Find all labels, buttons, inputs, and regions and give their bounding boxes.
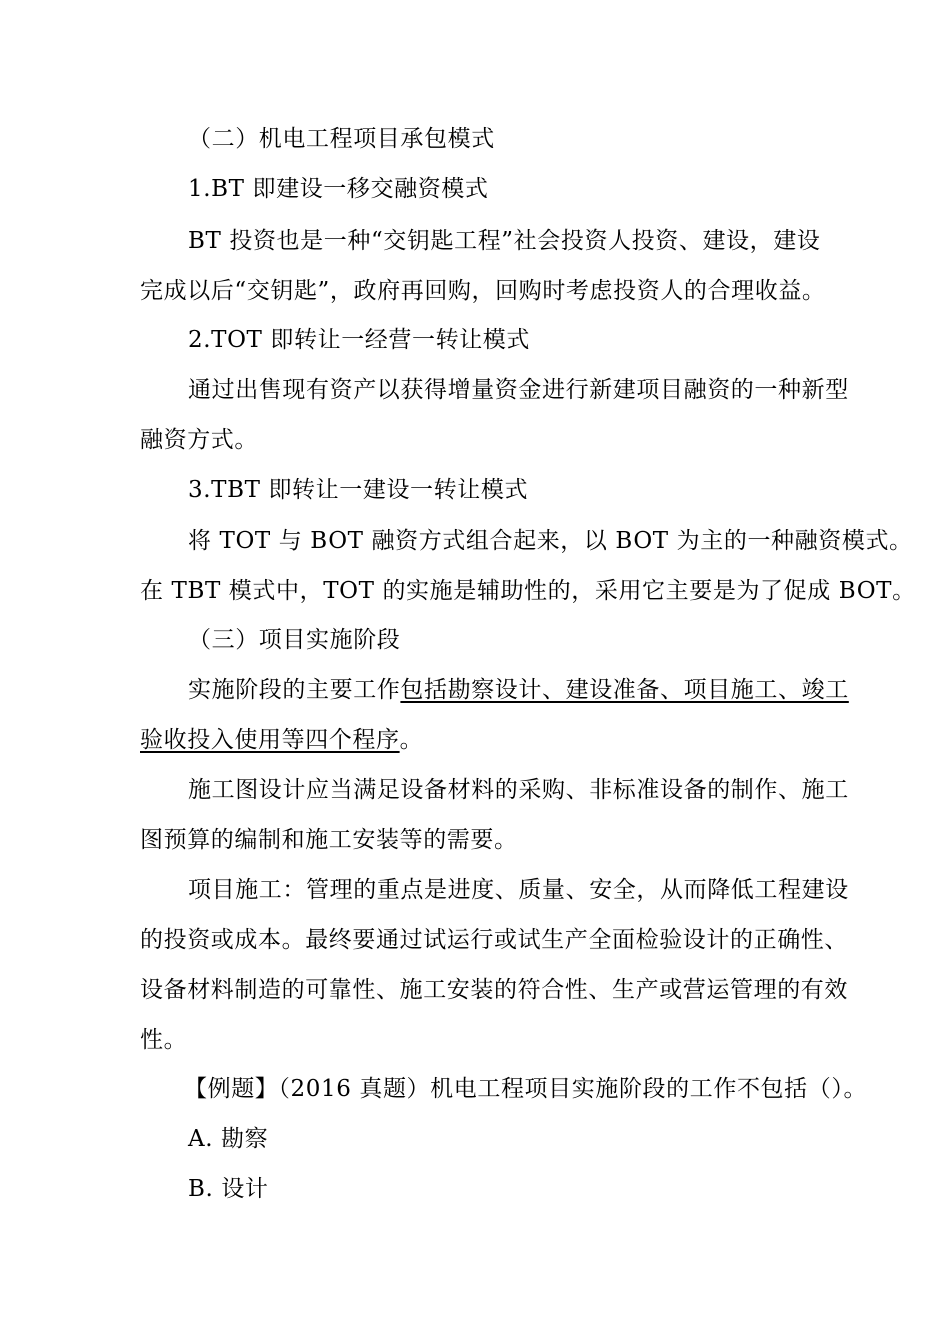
example-label: 【例题】 [184, 1076, 279, 1102]
tot-body-line-1: 通过出售现有资产以获得增量资金进行新建项目融资的一种新型 [188, 377, 849, 403]
example-question [184, 1074, 867, 1104]
section-heading-contract-modes: （二）机电工程项目承包模式 [188, 126, 495, 152]
construction-design-line-2: 图预算的编制和施工安装等的需要。 [140, 827, 518, 853]
implementation-text-underlined-cont: 验收投入使用等四个程序 [140, 727, 400, 753]
section-heading-implementation: （三）项目实施阶段 [188, 627, 401, 653]
tbt-body-line-1: 将 TOT 与 BOT 融资方式组合起来，以 BOT 为主的一种融资模式。 [188, 528, 913, 554]
tbt-body-line-2: 在 TBT 模式中，TOT 的实施是辅助性的，采用它主要是为了促成 BOT。 [140, 578, 916, 604]
implementation-text-plain: 实施阶段的主要工作 [188, 677, 401, 703]
project-construction-line-3: 设备材料制造的可靠性、施工安装的符合性、生产或营运管理的有效 [140, 977, 848, 1003]
bt-body-line-2: 完成以后“交钥匙”，政府再回购，回购时考虑投资人的合理收益。 [140, 278, 826, 304]
bt-body-line-1: BT 投资也是一种“交钥匙工程”社会投资人投资、建设，建设 [188, 228, 821, 254]
option-b: B. 设计 [188, 1176, 269, 1202]
project-construction-line-1: 项目施工：管理的重点是进度、质量、安全，从而降低工程建设 [188, 877, 849, 903]
tot-body-line-2: 融资方式。 [140, 427, 258, 453]
example-question-text: （2016 真题）机电工程项目实施阶段的工作不包括（）。 [278, 1076, 868, 1102]
construction-design-line-1: 施工图设计应当满足设备材料的采购、非标准设备的制作、施工 [188, 777, 849, 803]
project-construction-line-4: 性。 [140, 1027, 188, 1053]
tot-title: 2.TOT 即转让一经营一转让模式 [188, 327, 530, 353]
project-construction-line-2: 的投资或成本。最终要通过试运行或试生产全面检验设计的正确性、 [140, 927, 848, 953]
implementation-line-1 [188, 675, 849, 705]
bt-title: 1.BT 即建设一移交融资模式 [188, 176, 489, 202]
implementation-text-underlined: 包括勘察设计、建设准备、项目施工、竣工 [400, 677, 849, 703]
tbt-title: 3.TBT 即转让一建设一转让模式 [188, 477, 529, 503]
implementation-text-period: 。 [399, 727, 424, 753]
implementation-line-2 [140, 725, 423, 755]
option-a: A. 勘察 [188, 1126, 269, 1152]
